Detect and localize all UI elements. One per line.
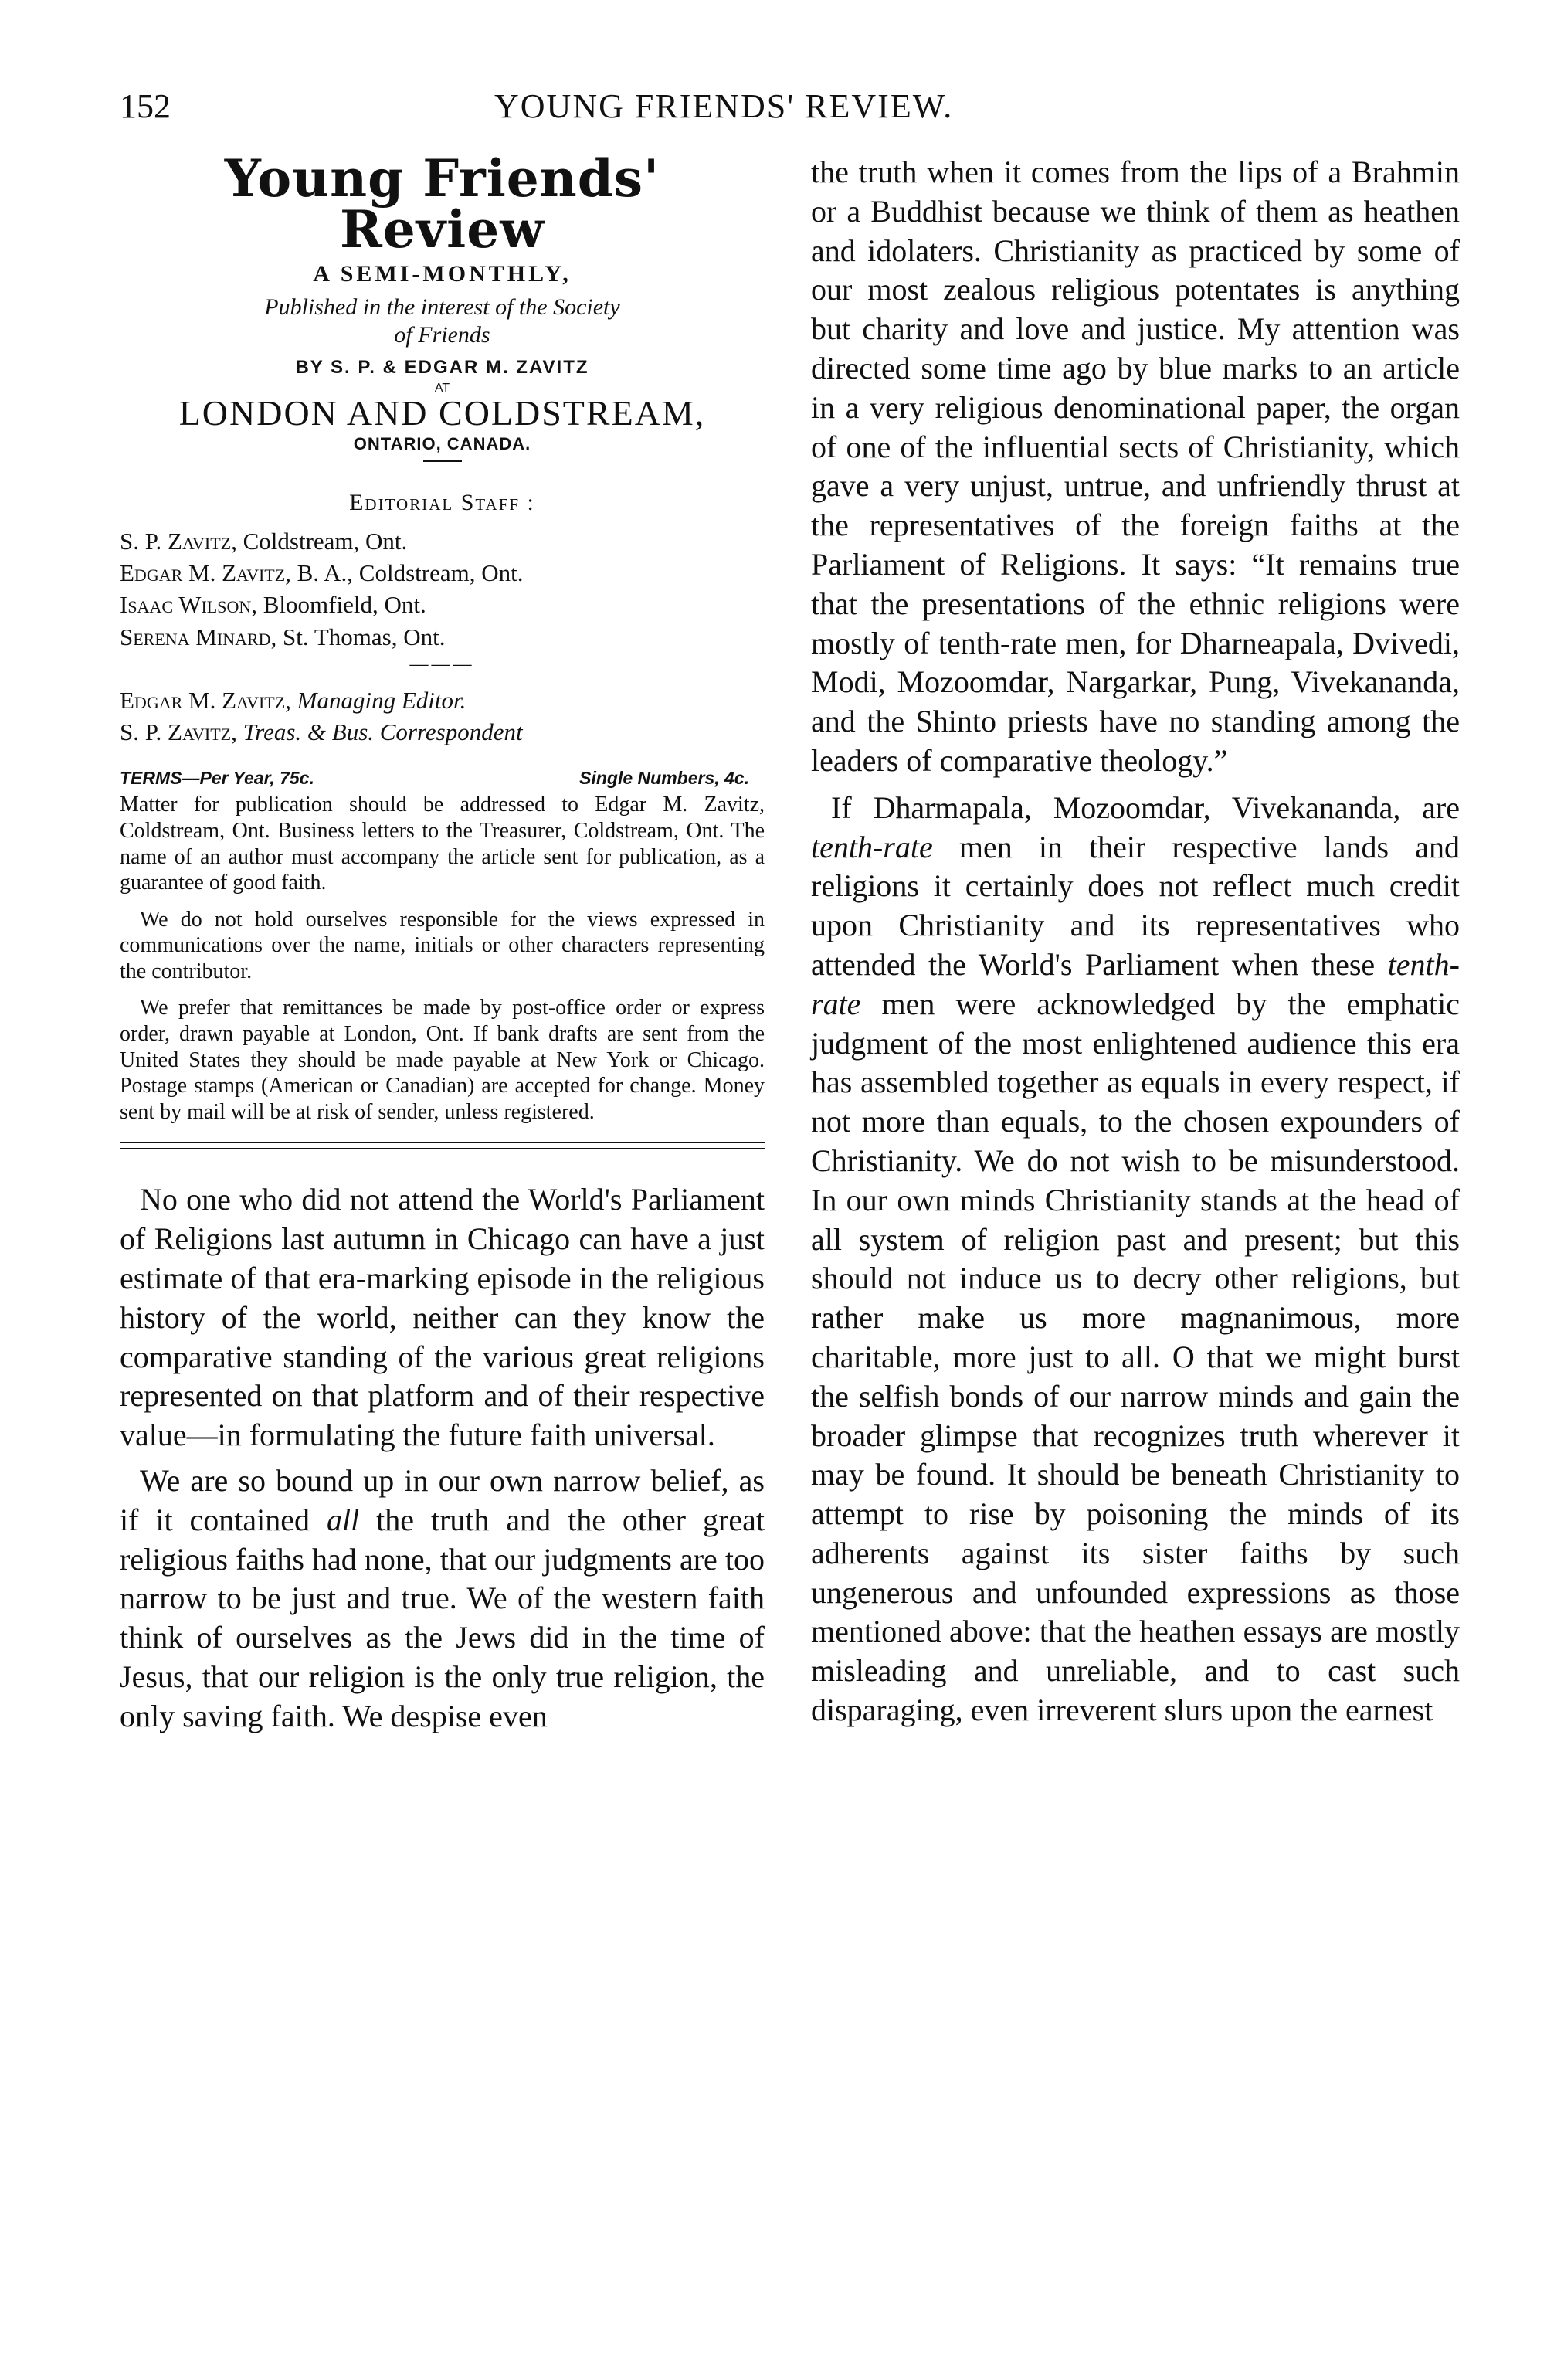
notice-remittances: We prefer that remittances be made by post-office order or express order, drawn payable at London, Ont. If bank drafts are sent from the United States they should be made payable at New York or Chicago. Postage stamps (American or Canadian) are accepted for change. Money sent by mail will be at risk of sender, unless registered. [120,996,765,1124]
masthead [120,148,765,462]
staff-separator: ——— [409,654,475,674]
staff-member: S. P. Zavitz, Coldstream, Ont. [120,528,408,555]
page-number: 152 [120,87,171,125]
managing-editor: Edgar M. Zavitz, Managing Editor. [120,686,466,714]
section-divider [120,1142,765,1149]
article-paragraph: We are so bound up in our own narrow belief, as if it contained all the truth and the other great religious faiths had none, that our judgments are too narrow to be just and true. We of the western faith think of ourselves as the Jews did in the time of Jesus, that our religion is the only true religion, the only saving faith. We despise even [120,1463,765,1733]
subscription-terms [120,768,765,789]
at-word: AT [434,382,450,395]
page-header [0,87,1547,133]
treasurer: S. P. Zavitz, Treas. & Bus. Correspondent [120,718,523,746]
article-paragraph: If Dharmapala, Mozoomdar, Vivekananda, are tenth-rate men in their respective lands and religions it certainly does not reflect much credit upon Christianity and its representatives who attended the World's Parliament when these tenth-rate men were acknowledged by the emphatic judgment of the most enlightened audience this era has assembled together as equals in every respect, if not more than equals, to the chosen expounders of Christianity. We do not wish to be misunderstood. In our own minds Christianity stands at the head of all system of religion past and present; but this should not induce us to decry other religions, but rather make us more magnanimous, more charitable, more just to all. O that we might burst the selfish bonds of our narrow minds and gain the broader glimpse that recognizes truth wherever it may be found. It should be beneath Christianity to attempt to rise by poisoning the minds of its adherents against its sister faiths by such ungenerous and unfounded expressions as those mentioned above: that the heathen essays are mostly misleading and unreliable, and to cast such disparaging, even irreverent slurs upon the earnest [811,789,1460,1728]
publication-title: Young Friends' Review [224,148,660,260]
editorial-staff-list [120,525,765,653]
right-column [811,153,1460,1730]
article-paragraph: the truth when it comes from the lips of a Brahmin or a Buddhist because we think of them as heathen and idolaters. Christianity as practiced by some of our most zealous religious potentates is anything but charity and love and justice. My attention was directed some time ago by blue marks to an article in a very religious denominational paper, the organ of one of the influential sects of Christianity, which gave a very unjust, untrue, and unfriendly thrust at the representatives of the foreign faiths at the Parliament of Religions. It says: “It remains true that the presentations of the ethnic religions were mostly of tenth-rate men, for Dharneapala, Dvivedi, Modi, Mozoomdar, Nargarkar, Pung, Vivekananda, and the Shinto priests have no standing among the leaders of comparative theology.” [811,154,1460,778]
publication-location: LONDON AND COLDSTREAM, [178,393,706,433]
publication-country: ONTARIO, CANADA. [353,434,531,453]
notice-responsibility: We do not hold ourselves responsible for the views expressed in communications over the name, initials or other characters representing the contributor. [120,907,765,983]
terms-per-year: TERMS—Per Year, 75c. [120,768,314,789]
publication-frequency: A SEMI-MONTHLY, [313,261,572,287]
staff-member: Isaac Wilson, Bloomfield, Ont. [120,591,426,619]
divider [423,460,462,462]
article-paragraph: No one who did not attend the World's Parliament of Religions last autumn in Chicago can have a just estimate of that era-marking episode in the religious history of the world, neither can they know the comparative standing of the various great religions represented on that platform and of their respective value—in formulating the future faith universal. [120,1182,765,1453]
staff-member: Serena Minard, St. Thomas, Ont. [120,623,446,650]
publisher-line: BY S. P. & EDGAR M. ZAVITZ [295,357,589,378]
published-line: Published in the interest of the Society of Friends [264,294,620,348]
staff-member: Edgar M. Zavitz, B. A., Coldstream, Ont. [120,559,524,587]
left-column [120,148,765,1737]
staff-roles [120,684,765,748]
running-title: YOUNG FRIENDS' REVIEW. [494,87,954,125]
terms-single: Single Numbers, 4c. [579,768,749,789]
editorial-staff-heading: Editorial Staff : [349,490,535,515]
notice-publication: Matter for publication should be addressed to Edgar M. Zavitz, Coldstream, Ont. Business letters to the Treasurer, Coldstream, Ont. The name of an author must accompany the article sent for publication, as a guarantee of good faith. [120,793,765,895]
